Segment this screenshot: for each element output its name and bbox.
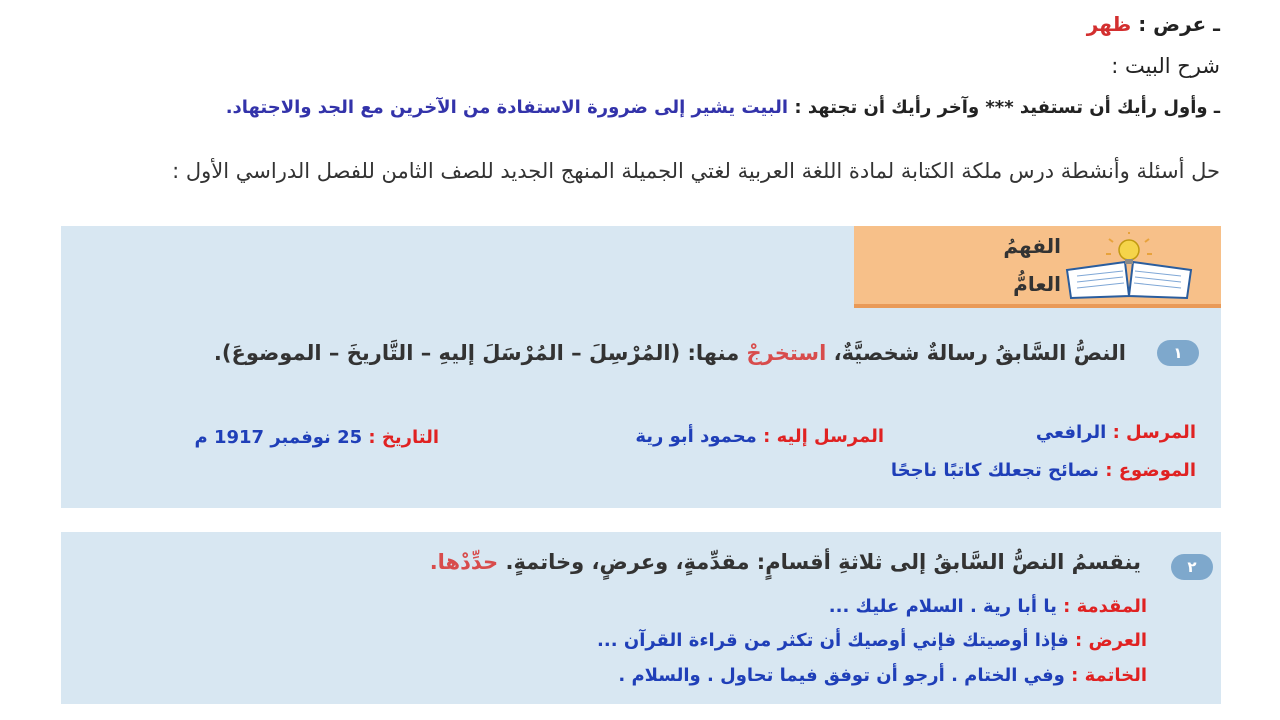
recipient-value: محمود أبو رية [635,426,757,447]
sender-label: المرسل : [1112,422,1196,443]
presentation-label: ـ عرض : [1138,12,1220,36]
topic-value: نصائح تجعلك كاتبًا ناجحًا [890,460,1099,481]
lesson-description: حل أسئلة وأنشطة درس ملكة الكتابة لمادة اللغة العربية لغتي الجميلة المنهج الجديد للصف الثامن للفصل الدراسي الأول : [172,159,1220,183]
section-header-line2: العامُّ [1013,272,1061,296]
introduction-value: يا أبا رية . السلام عليك ... [828,596,1057,617]
question-number-1: ١ [1157,340,1199,366]
conclusion-value: وفي الختام . أرجو أن توفق فيما تحاول . والسلام . [618,665,1065,686]
section-header [854,226,1221,308]
answer-introduction [829,596,1147,617]
question-1-text [86,334,1126,372]
question-number-2: ٢ [1171,554,1213,580]
question-2-text [430,550,1141,574]
verse-text: ـ وأول رأيك أن تستفيد *** وآخر رأيك أن تجتهد : [794,97,1220,118]
answer-topic [891,460,1196,481]
verse-explanation: البيت يشير إلى ضرورة الاستفادة من الآخرين مع الجد والاجتهاد. [225,97,789,118]
question-2-main: ينقسمُ النصُّ السَّابقُ إلى ثلاثةِ أقسامٍ: مقدِّمةٍ، وعرضٍ، وخاتمةٍ. [498,550,1141,574]
question-1-after: منها: (المُرْسِلَ – المُرْسَلَ إليهِ – التَّاريخَ – الموضوعَ). [213,341,747,365]
section-header-line1: الفهمُ [1003,234,1061,258]
question-1-verb: استخرجْ [746,341,827,365]
verse-line [120,94,1220,122]
question-1-before: النصُّ السَّابقُ رسالةٌ شخصيَّةٌ، [826,341,1126,365]
answer-body [597,630,1147,651]
body-label: العرض : [1075,630,1147,651]
structure-panel [61,532,1221,704]
date-value: 25 نوفمبر 1917 م [194,427,363,448]
topic-label: الموضوع : [1105,460,1196,481]
answer-date [195,427,440,448]
intro-line-presentation [1087,12,1220,36]
body-value: فإذا أوصيتك فإني أوصيك أن تكثر من قراءة القرآن ... [597,630,1069,651]
conclusion-label: الخاتمة : [1071,665,1147,686]
answer-recipient [635,426,884,447]
book-lightbulb-icon [1059,232,1199,302]
sender-value: الرافعي [1035,422,1107,443]
comprehension-panel [61,226,1221,508]
recipient-label: المرسل إليه : [763,426,884,447]
date-label: التاريخ : [368,427,439,448]
presentation-value: ظهر [1086,12,1132,36]
introduction-label: المقدمة : [1063,596,1147,617]
answer-sender [1036,422,1196,443]
answer-conclusion [618,665,1147,686]
question-2-verb: حدِّدْها. [429,550,499,574]
verse-explanation-heading: شرح البيت : [1111,54,1220,78]
